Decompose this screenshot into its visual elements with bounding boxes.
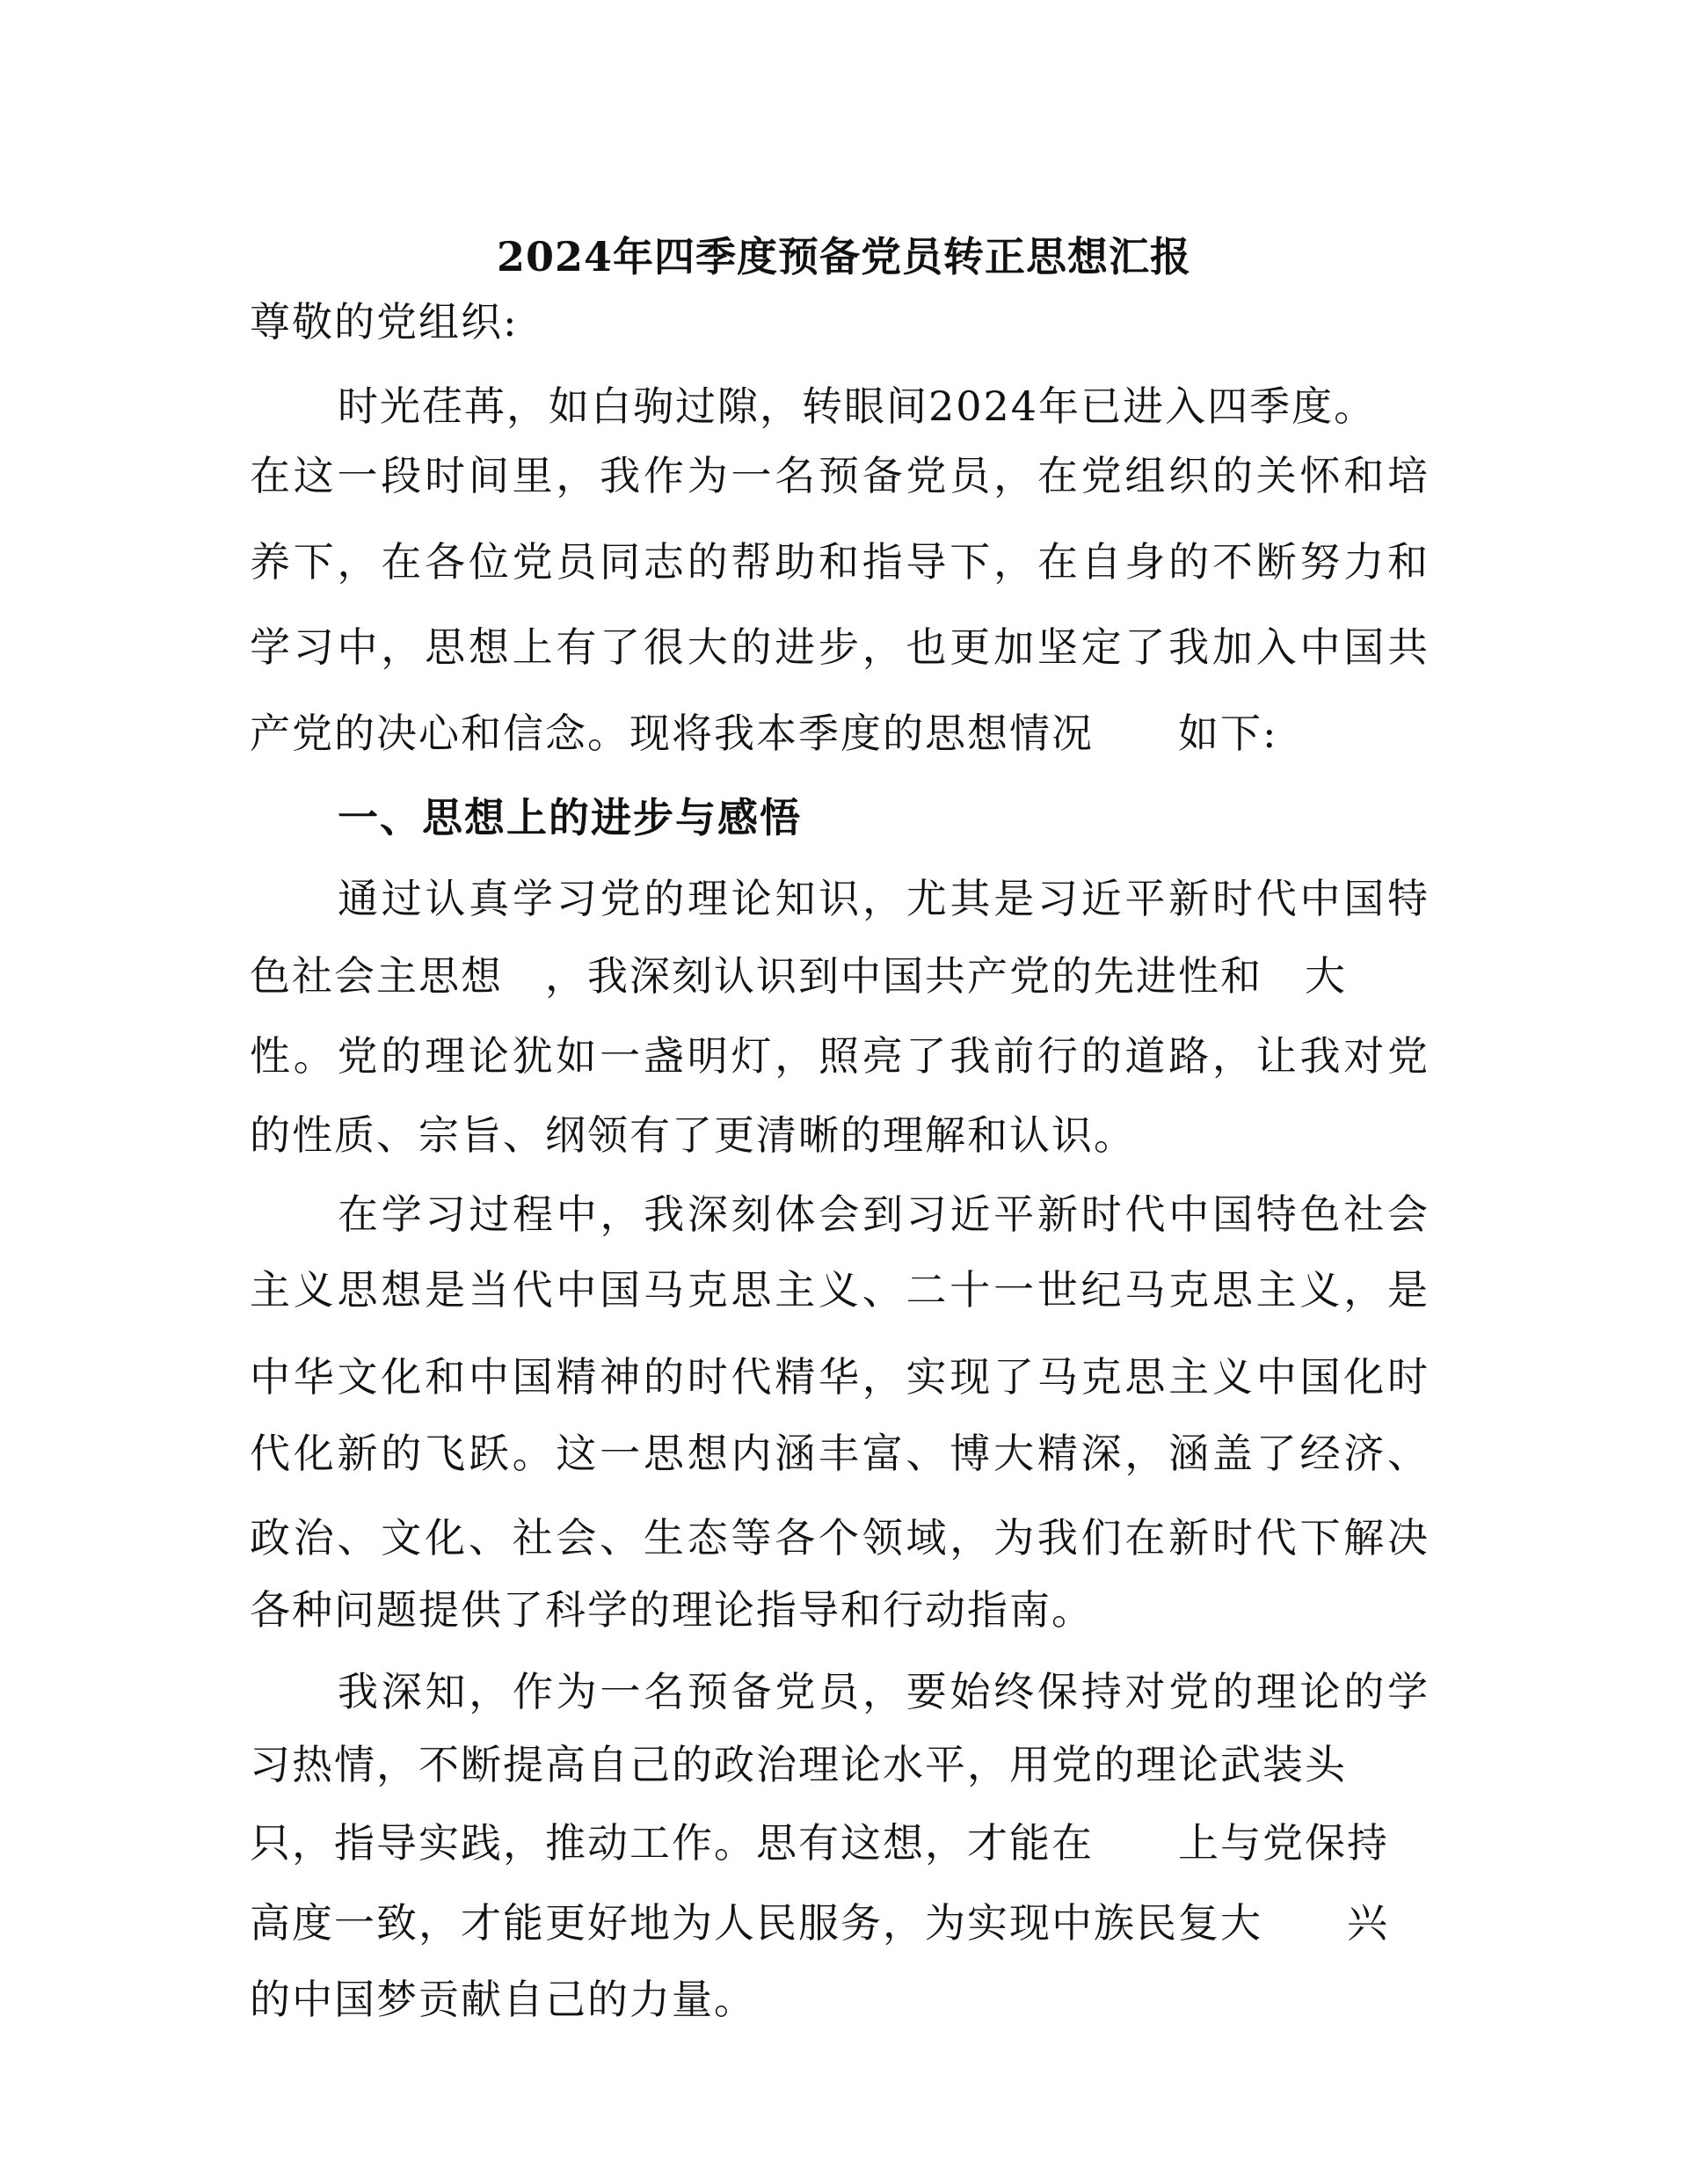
paragraph-line: 产党的决心和信念。现将我本季度的思想情况 如下: <box>250 710 1278 757</box>
paragraph-line: 我深知，作为一名预备党员，要始终保持对党的理论的学 <box>338 1668 1430 1715</box>
paragraph-line: 只，指导实践，推动工作。思有这想，才能在 上与党保持 <box>250 1819 1389 1867</box>
paragraph-line: 各种问题提供了科学的理论指导和行动指南。 <box>250 1586 1094 1634</box>
paragraph-line: 政治、文化、社会、生态等各个领域，为我们在新时代下解决 <box>250 1514 1430 1562</box>
paragraph-line: 在学习过程中，我深刻体会到习近平新时代中国特色社会 <box>338 1190 1430 1238</box>
paragraph-line: 主义思想是当代中国马克思主义、二十一世纪马克思主义，是 <box>250 1266 1430 1314</box>
salutation: 尊敬的党组织: <box>250 298 519 346</box>
paragraph-line: 高度一致，才能更好地为人民服务，为实现中族民复大 兴 <box>250 1899 1389 1947</box>
paragraph-line: 学习中，思想上有了很大的进步，也更加坚定了我加入中国共 <box>250 623 1430 671</box>
document-title: 2024年四季度预备党员转正思想汇报 <box>496 233 1192 280</box>
paragraph-line: 通过认真学习党的理论知识，尤其是习近平新时代中国特 <box>338 875 1430 922</box>
paragraph-line: 养下，在各位党员同志的帮助和指导下，在自身的不断努力和 <box>250 538 1430 586</box>
paragraph-line: 时光荏苒，如白驹过隙，转眼间2024年已进入四季度。 <box>338 382 1377 430</box>
section-heading: 一、思想上的进步与感悟 <box>338 794 802 841</box>
paragraph-line: 性。党的理论犹如一盏明灯，照亮了我前行的道路，让我对党 <box>250 1032 1430 1080</box>
paragraph-line: 在这一段时间里，我作为一名预备党员，在党组织的关怀和培 <box>250 452 1430 499</box>
paragraph-line: 色社会主思想 ，我深刻认识到中国共产党的先进性和 大 <box>250 952 1347 1000</box>
paragraph-line: 的性质、宗旨、纲领有了更清晰的理解和认识。 <box>250 1111 1136 1159</box>
paragraph-line: 中华文化和中国精神的时代精华，实现了马克思主义中国化时 <box>250 1353 1430 1401</box>
paragraph-line: 习热情，不断提高自己的政治理论水平，用党的理论武装头 <box>250 1741 1347 1788</box>
paragraph-line: 代化新的飞跃。这一思想内涵丰富、博大精深，涵盖了经济、 <box>250 1430 1430 1477</box>
paragraph-line: 的中国梦贡献自己的力量。 <box>250 1976 756 2023</box>
